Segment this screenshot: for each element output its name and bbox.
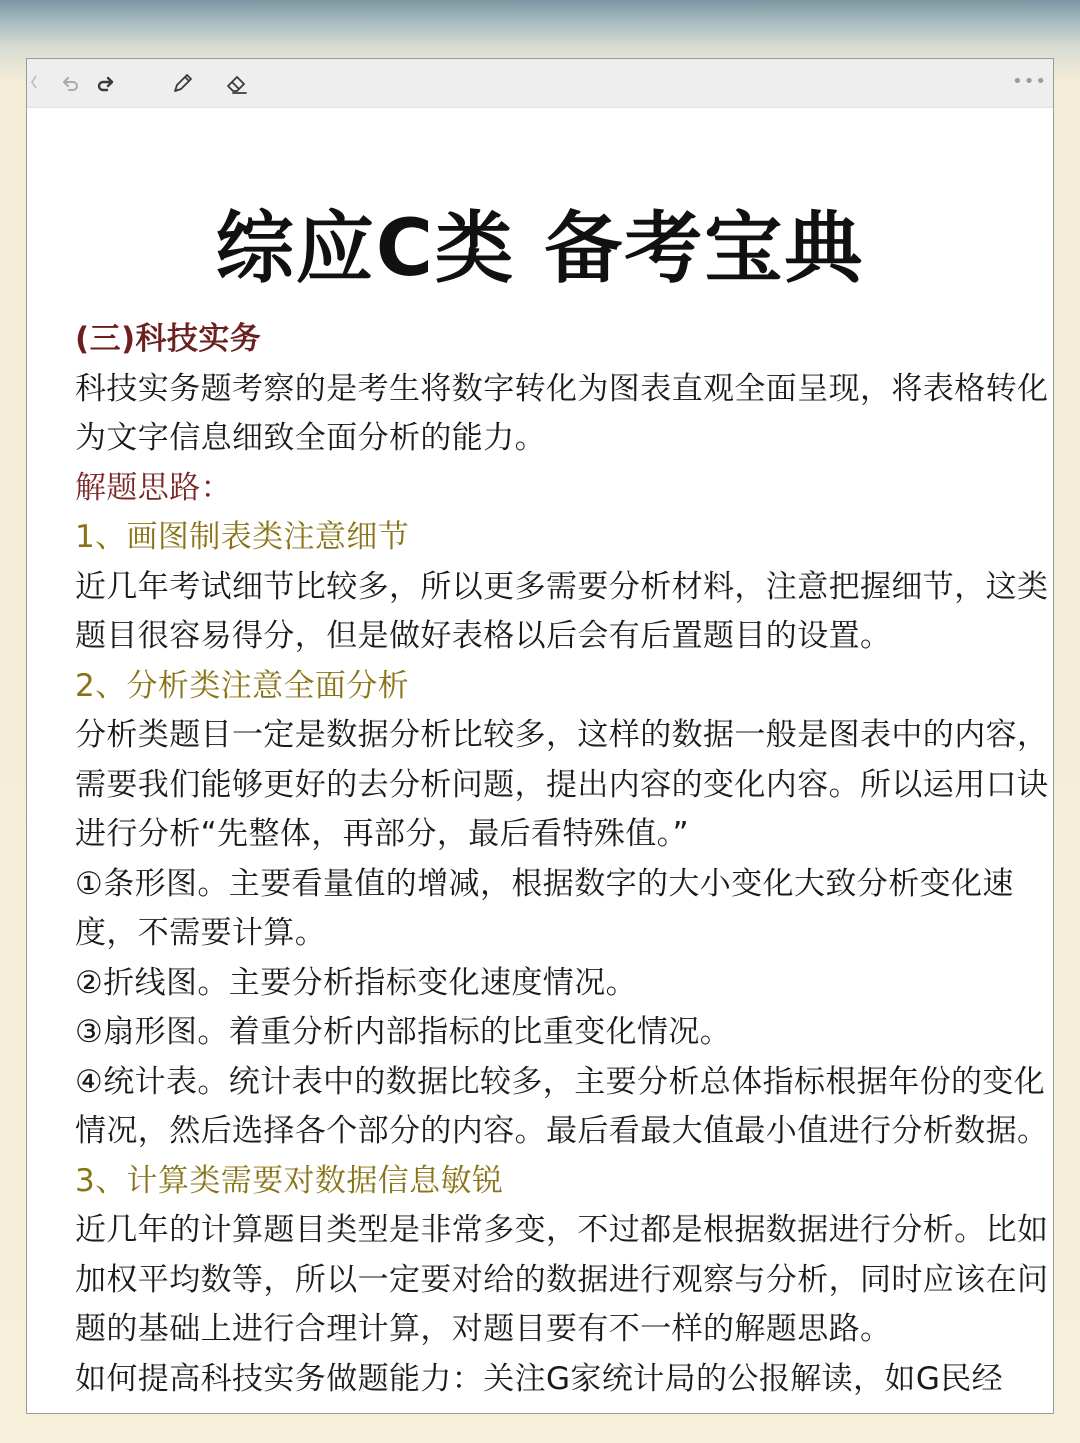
redo-icon[interactable] <box>91 69 119 97</box>
document-body <box>75 315 1054 1404</box>
section-intro: 科技实务题考察的是考生将数字转化为图表直观全面呈现，将表格转化为文字信息细致全面分析的能力。 <box>75 370 1049 456</box>
point2-text: 分析类题目一定是数据分析比较多，这样的数据一般是图表中的内容，需要我们能够更好的去分析问题，提出内容的变化内容。所以运用口诀进行分析“先整体，再部分，最后看特殊值。” <box>75 717 1049 852</box>
chart-tip-pie: ③扇形图。着重分析内部指标的比重变化情况。 <box>75 1014 732 1050</box>
editor-toolbar <box>27 59 1053 108</box>
closing-text: 如何提高科技实务做题能力：关注G家统计局的公报解读，如G民经 <box>75 1360 1004 1397</box>
section-title: (三)科技实务 <box>75 321 262 357</box>
eraser-icon[interactable] <box>223 69 251 97</box>
more-options-icon[interactable]: ••• <box>1012 71 1047 92</box>
collapse-arrow-icon[interactable] <box>31 75 37 89</box>
chart-tip-line: ②折线图。主要分析指标变化速度情况。 <box>75 964 637 1001</box>
undo-icon[interactable] <box>57 69 85 97</box>
approach-label: 解题思路： <box>75 469 232 506</box>
pencil-icon[interactable] <box>169 69 197 97</box>
document-title: 综应C类 备考宝典 <box>215 204 865 294</box>
point1-text: 近几年考试细节比较多，所以更多需要分析材料，注意把握细节，这类题目很容易得分，但是做好表格以后会有后置题目的设置。 <box>75 568 1049 654</box>
chart-tip-table: ④统计表。统计表中的数据比较多，主要分析总体指标根据年份的变化情况，然后选择各个部分的内容。最后看最大值最小值进行分析数据。 <box>75 1063 1049 1149</box>
note-sheet <box>26 58 1054 1414</box>
point2-heading: 2、分析类注意全面分析 <box>75 667 410 704</box>
point3-heading: 3、计算类需要对数据信息敏锐 <box>75 1162 504 1199</box>
point3-text: 近几年的计算题目类型是非常多变，不过都是根据数据进行分析。比如加权平均数等，所以一定要对给的数据进行观察与分析，同时应该在问题的基础上进行合理计算，对题目要有不一样的解题思路。 <box>75 1212 1049 1347</box>
chart-tip-bar: ①条形图。主要看量值的增减，根据数字的大小变化大致分析变化速度，不需要计算。 <box>75 865 1014 951</box>
point1-heading: 1、画图制表类注意细节 <box>75 519 410 555</box>
